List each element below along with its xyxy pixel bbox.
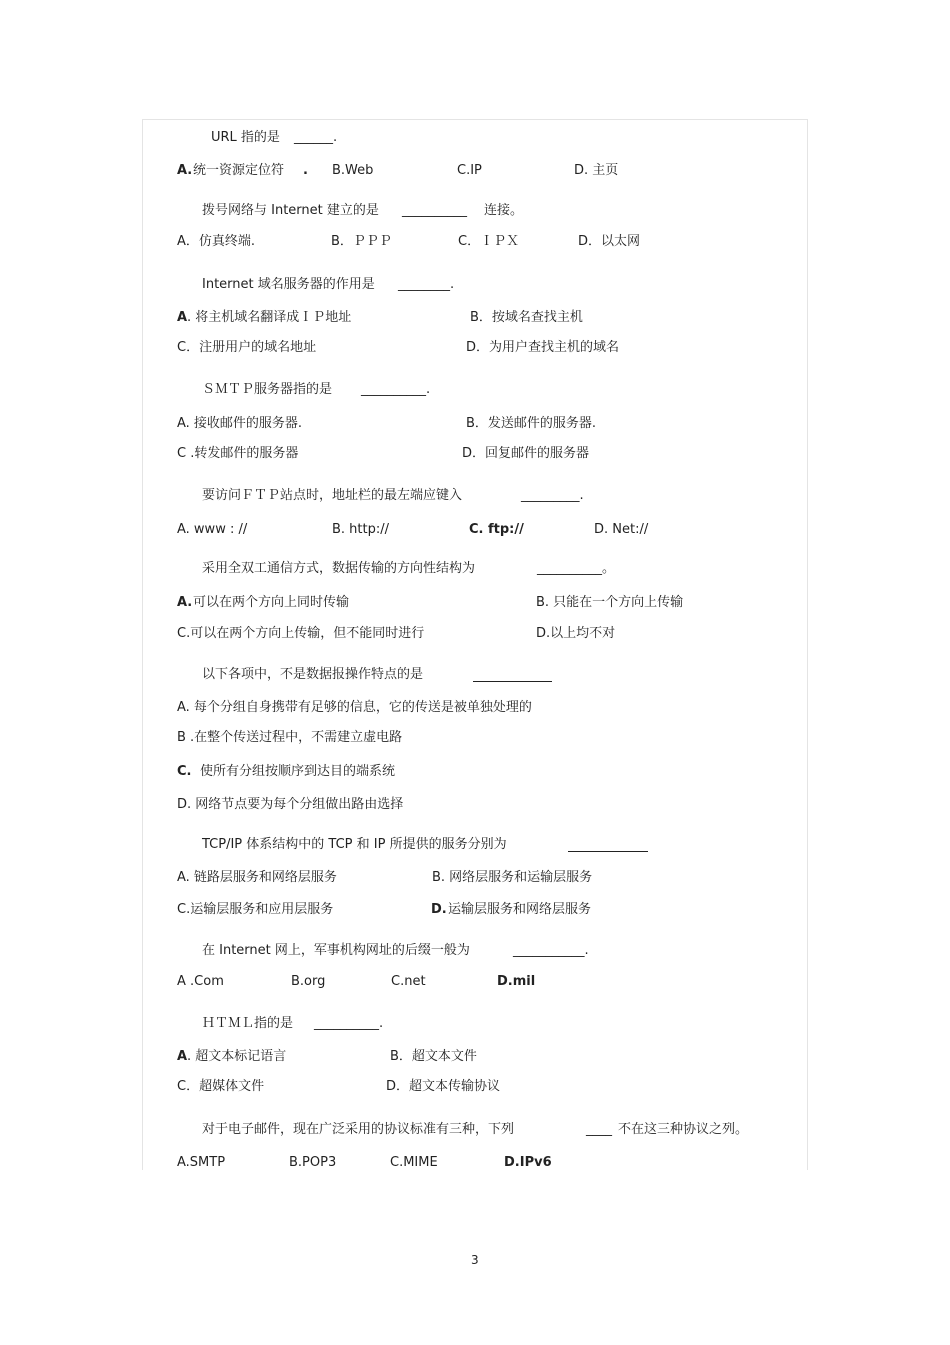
option-d: D．回复邮件的服务器	[462, 446, 590, 461]
option-d: 运输层服务和网络层服务	[448, 902, 592, 917]
page-number: 3	[471, 1253, 479, 1267]
option-c: C．注册用户的域名地址	[177, 340, 317, 355]
answer-blank: ____	[586, 1122, 612, 1137]
question-tail: 不在这三种协议之列。	[618, 1122, 749, 1137]
option-a: 统一资源定位符	[193, 163, 285, 178]
answer-blank-line	[473, 681, 552, 682]
option-d: D.IPv6	[504, 1155, 552, 1170]
option-a: A. 链路层服务和网络层服务	[177, 870, 337, 885]
option-a: . 超文本标记语言	[187, 1049, 287, 1064]
answer-blank: __________.	[314, 1016, 384, 1031]
option-c: C.MIME	[390, 1155, 438, 1170]
question-stem: 要访问ＦＴＰ站点时，地址栏的最左端应键入	[202, 488, 463, 503]
option-key: D.	[431, 902, 447, 917]
answer-blank: ___________.	[513, 943, 589, 958]
question-stem: 在 Internet 网上，军事机构网址的后缀一般为	[202, 943, 470, 958]
question-tail: 连接。	[484, 203, 524, 218]
option-b: B．ＰＰＰ	[331, 234, 392, 249]
option-d: D. Net://	[594, 522, 649, 537]
question-stem: 采用全双工通信方式，数据传输的方向性结构为	[202, 561, 476, 576]
option-b: B.org	[291, 974, 326, 989]
option-b: B. http://	[332, 522, 390, 537]
answer-blank: ________.	[398, 277, 455, 292]
answer-blank: __________。	[537, 561, 616, 576]
option-b: B. 只能在一个方向上传输	[536, 595, 684, 610]
option-c: C.net	[391, 974, 426, 989]
punctuation: .	[303, 163, 308, 178]
option-b: B．超文本文件	[390, 1049, 477, 1064]
option-d: D.以上均不对	[536, 626, 616, 641]
option-c: C.运输层服务和应用层服务	[177, 902, 334, 917]
option-key: A	[177, 310, 188, 325]
option-c: C .转发邮件的服务器	[177, 446, 299, 461]
option-d: D. 网络节点要为每个分组做出路由选择	[177, 797, 404, 812]
option-d: D. 主页	[574, 163, 619, 178]
option-b: B.Web	[332, 163, 374, 178]
option-c: 使所有分组按顺序到达目的端系统	[200, 764, 396, 779]
option-a: A.SMTP	[177, 1155, 226, 1170]
option-a: . 将主机域名翻译成ＩＰ地址	[187, 310, 352, 325]
answer-blank: __________	[402, 203, 467, 218]
question-stem: ＨＴＭＬ指的是	[202, 1016, 294, 1031]
option-d: D．超文本传输协议	[386, 1079, 501, 1094]
option-c: C.IP	[457, 163, 482, 178]
question-stem: Internet 域名服务器的作用是	[202, 277, 375, 292]
answer-blank: _________.	[521, 488, 584, 503]
option-a: A. 接收邮件的服务器.	[177, 416, 303, 431]
option-a: A. 每个分组自身携带有足够的信息，它的传送是被单独处理的	[177, 700, 532, 715]
option-b: B.POP3	[289, 1155, 337, 1170]
option-c: C. ftp://	[469, 522, 524, 537]
option-a: 可以在两个方向上同时传输	[193, 595, 350, 610]
option-a: A .Com	[177, 974, 224, 989]
option-c: C．ＩＰＸ	[458, 234, 520, 249]
option-key: A.	[177, 163, 193, 178]
option-a: A. www : //	[177, 522, 248, 537]
answer-blank-line	[568, 851, 648, 852]
option-key: C.	[177, 764, 192, 779]
answer-blank: ______.	[294, 130, 338, 145]
question-stem: TCP/IP 体系结构中的 TCP 和 IP 所提供的服务分别为	[202, 837, 507, 852]
question-stem: 对于电子邮件，现在广泛采用的协议标准有三种，下列	[202, 1122, 515, 1137]
question-stem: 以下各项中，不是数据报操作特点的是	[202, 667, 424, 682]
answer-blank: __________.	[361, 382, 431, 397]
option-a: A．仿真终端.	[177, 234, 256, 249]
option-b: B .在整个传送过程中，不需建立虚电路	[177, 730, 403, 745]
question-stem: URL 指的是	[211, 130, 280, 145]
question-stem: 拨号网络与 Internet 建立的是	[202, 203, 379, 218]
question-stem: ＳＭＴＰ服务器指的是	[202, 382, 333, 397]
option-d: D．为用户查找主机的域名	[466, 340, 620, 355]
option-c: C.可以在两个方向上传输，但不能同时进行	[177, 626, 425, 641]
option-d: D．以太网	[578, 234, 641, 249]
option-key: A	[177, 1049, 188, 1064]
option-b: B．按域名查找主机	[470, 310, 583, 325]
option-key: A.	[177, 595, 193, 610]
option-c: C．超媒体文件	[177, 1079, 265, 1094]
option-b: B. 网络层服务和运输层服务	[432, 870, 593, 885]
option-d: D.mil	[497, 974, 536, 989]
option-b: B．发送邮件的服务器.	[466, 416, 597, 431]
